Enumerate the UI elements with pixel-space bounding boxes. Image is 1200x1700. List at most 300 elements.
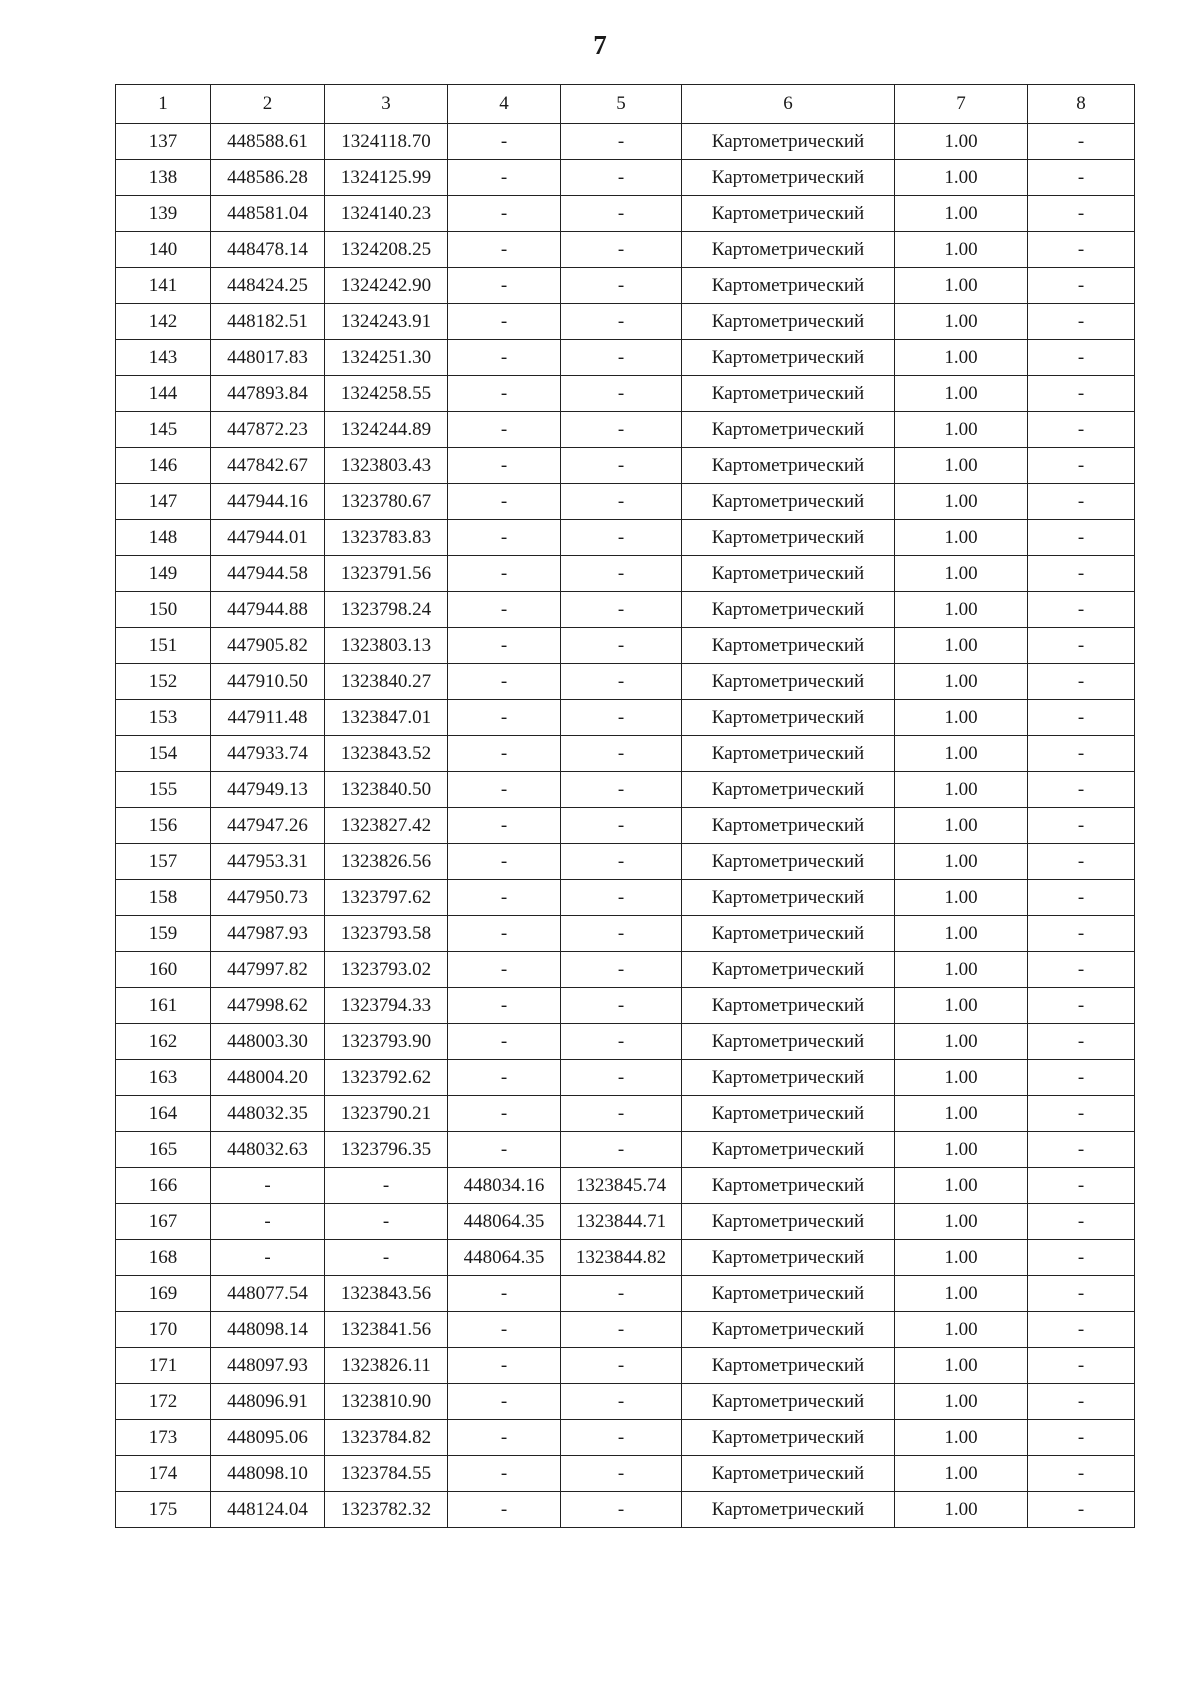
y-coordinate-cell: 1323797.62 [325,880,448,916]
point-number-cell: 149 [116,556,211,592]
method-cell: Картометрический [682,376,895,412]
y-coordinate-cell: 1323826.11 [325,1348,448,1384]
table-row [116,1204,1135,1240]
y-coordinate-cell: 1323794.33 [325,988,448,1024]
point-number-cell: 146 [116,448,211,484]
note-cell: - [1028,304,1135,340]
note-cell: - [1028,1492,1135,1528]
accuracy-cell: 1.00 [895,160,1028,196]
y-coordinate-cell: 1324125.99 [325,160,448,196]
y-new-cell: - [561,124,682,160]
x-coordinate-cell: - [211,1204,325,1240]
y-new-cell: - [561,1024,682,1060]
column-header: 7 [895,85,1028,124]
point-number-cell: 151 [116,628,211,664]
point-number-cell: 157 [116,844,211,880]
note-cell: - [1028,1132,1135,1168]
x-coordinate-cell: 447944.01 [211,520,325,556]
x-coordinate-cell: 447949.13 [211,772,325,808]
y-new-cell: - [561,1492,682,1528]
x-coordinate-cell: - [211,1168,325,1204]
x-new-cell: - [448,1492,561,1528]
x-new-cell: - [448,1312,561,1348]
accuracy-cell: 1.00 [895,196,1028,232]
x-new-cell: - [448,232,561,268]
x-new-cell: - [448,808,561,844]
accuracy-cell: 1.00 [895,1348,1028,1384]
y-coordinate-cell: 1324140.23 [325,196,448,232]
accuracy-cell: 1.00 [895,268,1028,304]
point-number-cell: 148 [116,520,211,556]
x-coordinate-cell: 448017.83 [211,340,325,376]
x-coordinate-cell: 447987.93 [211,916,325,952]
y-coordinate-cell: 1323803.43 [325,448,448,484]
point-number-cell: 154 [116,736,211,772]
x-new-cell: - [448,736,561,772]
table-row [116,1024,1135,1060]
accuracy-cell: 1.00 [895,1132,1028,1168]
table-row [116,556,1135,592]
y-coordinate-cell: - [325,1168,448,1204]
x-new-cell: - [448,520,561,556]
x-new-cell: - [448,556,561,592]
accuracy-cell: 1.00 [895,988,1028,1024]
accuracy-cell: 1.00 [895,664,1028,700]
accuracy-cell: 1.00 [895,232,1028,268]
x-new-cell: - [448,376,561,412]
point-number-cell: 137 [116,124,211,160]
note-cell: - [1028,988,1135,1024]
y-coordinate-cell: 1324251.30 [325,340,448,376]
method-cell: Картометрический [682,772,895,808]
note-cell: - [1028,880,1135,916]
point-number-cell: 156 [116,808,211,844]
accuracy-cell: 1.00 [895,808,1028,844]
method-cell: Картометрический [682,484,895,520]
accuracy-cell: 1.00 [895,1492,1028,1528]
accuracy-cell: 1.00 [895,304,1028,340]
x-new-cell: - [448,484,561,520]
y-coordinate-cell: 1323784.55 [325,1456,448,1492]
point-number-cell: 161 [116,988,211,1024]
accuracy-cell: 1.00 [895,1456,1028,1492]
table-row [116,1132,1135,1168]
point-number-cell: 173 [116,1420,211,1456]
accuracy-cell: 1.00 [895,1096,1028,1132]
table-row [116,196,1135,232]
y-coordinate-cell: 1324242.90 [325,268,448,304]
y-new-cell: - [561,772,682,808]
accuracy-cell: 1.00 [895,1168,1028,1204]
note-cell: - [1028,844,1135,880]
point-number-cell: 145 [116,412,211,448]
accuracy-cell: 1.00 [895,376,1028,412]
method-cell: Картометрический [682,448,895,484]
y-new-cell: - [561,736,682,772]
table-row [116,736,1135,772]
table-row [116,484,1135,520]
method-cell: Картометрический [682,700,895,736]
y-coordinate-cell: 1323841.56 [325,1312,448,1348]
table-row [116,1168,1135,1204]
table-row [116,1384,1135,1420]
y-new-cell: - [561,1132,682,1168]
x-coordinate-cell: 447998.62 [211,988,325,1024]
x-new-cell: - [448,1060,561,1096]
y-coordinate-cell: 1323798.24 [325,592,448,628]
y-new-cell: 1323844.71 [561,1204,682,1240]
x-coordinate-cell: 448003.30 [211,1024,325,1060]
point-number-cell: 150 [116,592,211,628]
point-number-cell: 142 [116,304,211,340]
y-coordinate-cell: 1323827.42 [325,808,448,844]
point-number-cell: 140 [116,232,211,268]
accuracy-cell: 1.00 [895,1204,1028,1240]
point-number-cell: 160 [116,952,211,988]
y-coordinate-cell: 1323780.67 [325,484,448,520]
method-cell: Картометрический [682,988,895,1024]
y-coordinate-cell: 1324118.70 [325,124,448,160]
method-cell: Картометрический [682,664,895,700]
x-new-cell: - [448,304,561,340]
y-new-cell: - [561,1420,682,1456]
table-row [116,700,1135,736]
y-coordinate-cell: 1323793.90 [325,1024,448,1060]
method-cell: Картометрический [682,1276,895,1312]
method-cell: Картометрический [682,1096,895,1132]
note-cell: - [1028,1168,1135,1204]
point-number-cell: 168 [116,1240,211,1276]
accuracy-cell: 1.00 [895,736,1028,772]
note-cell: - [1028,1096,1135,1132]
accuracy-cell: 1.00 [895,1060,1028,1096]
page-number: 7 [593,30,607,60]
point-number-cell: 143 [116,340,211,376]
accuracy-cell: 1.00 [895,124,1028,160]
note-cell: - [1028,1420,1135,1456]
method-cell: Картометрический [682,232,895,268]
y-coordinate-cell: 1323790.21 [325,1096,448,1132]
accuracy-cell: 1.00 [895,1312,1028,1348]
x-coordinate-cell: 448096.91 [211,1384,325,1420]
x-new-cell: - [448,700,561,736]
y-new-cell: - [561,1456,682,1492]
y-coordinate-cell: - [325,1204,448,1240]
y-coordinate-cell: 1323784.82 [325,1420,448,1456]
table-row [116,268,1135,304]
x-new-cell: - [448,1276,561,1312]
x-new-cell: - [448,268,561,304]
x-coordinate-cell: 448478.14 [211,232,325,268]
y-new-cell: - [561,448,682,484]
accuracy-cell: 1.00 [895,1024,1028,1060]
y-coordinate-cell: 1323782.32 [325,1492,448,1528]
x-new-cell: 448064.35 [448,1204,561,1240]
note-cell: - [1028,1060,1135,1096]
x-new-cell: - [448,772,561,808]
table-row [116,412,1135,448]
y-coordinate-cell: 1323840.27 [325,664,448,700]
note-cell: - [1028,916,1135,952]
x-coordinate-cell: 447872.23 [211,412,325,448]
y-coordinate-cell: 1323843.52 [325,736,448,772]
x-new-cell: - [448,340,561,376]
table-row [116,880,1135,916]
table-row [116,952,1135,988]
x-new-cell: - [448,1384,561,1420]
note-cell: - [1028,124,1135,160]
column-header: 1 [116,85,211,124]
y-coordinate-cell: 1323803.13 [325,628,448,664]
note-cell: - [1028,952,1135,988]
note-cell: - [1028,664,1135,700]
method-cell: Картометрический [682,520,895,556]
y-coordinate-cell: 1323791.56 [325,556,448,592]
point-number-cell: 138 [116,160,211,196]
method-cell: Картометрический [682,1024,895,1060]
note-cell: - [1028,736,1135,772]
note-cell: - [1028,1348,1135,1384]
note-cell: - [1028,520,1135,556]
table-row [116,520,1135,556]
y-coordinate-cell: 1323840.50 [325,772,448,808]
x-coordinate-cell: 447911.48 [211,700,325,736]
y-new-cell: 1323844.82 [561,1240,682,1276]
y-coordinate-cell: 1323796.35 [325,1132,448,1168]
y-new-cell: - [561,484,682,520]
table-row [116,1456,1135,1492]
y-new-cell: - [561,880,682,916]
point-number-cell: 162 [116,1024,211,1060]
note-cell: - [1028,1312,1135,1348]
column-header: 4 [448,85,561,124]
x-coordinate-cell: 448077.54 [211,1276,325,1312]
note-cell: - [1028,412,1135,448]
x-coordinate-cell: 447944.58 [211,556,325,592]
point-number-cell: 159 [116,916,211,952]
x-coordinate-cell: 447950.73 [211,880,325,916]
x-coordinate-cell: 448032.63 [211,1132,325,1168]
method-cell: Картометрический [682,808,895,844]
accuracy-cell: 1.00 [895,880,1028,916]
point-number-cell: 172 [116,1384,211,1420]
table-row [116,1060,1135,1096]
accuracy-cell: 1.00 [895,340,1028,376]
table-row [116,124,1135,160]
x-coordinate-cell: 448586.28 [211,160,325,196]
x-coordinate-cell: 447947.26 [211,808,325,844]
point-number-cell: 152 [116,664,211,700]
column-header: 2 [211,85,325,124]
x-coordinate-cell: 448097.93 [211,1348,325,1384]
accuracy-cell: 1.00 [895,520,1028,556]
x-new-cell: - [448,448,561,484]
y-new-cell: - [561,268,682,304]
method-cell: Картометрический [682,592,895,628]
accuracy-cell: 1.00 [895,772,1028,808]
column-header: 3 [325,85,448,124]
accuracy-cell: 1.00 [895,700,1028,736]
x-coordinate-cell: 447997.82 [211,952,325,988]
table-row [116,1276,1135,1312]
y-new-cell: - [561,556,682,592]
method-cell: Картометрический [682,1492,895,1528]
point-number-cell: 163 [116,1060,211,1096]
point-number-cell: 174 [116,1456,211,1492]
x-coordinate-cell: 447944.16 [211,484,325,520]
x-new-cell: - [448,628,561,664]
point-number-cell: 165 [116,1132,211,1168]
accuracy-cell: 1.00 [895,1240,1028,1276]
y-coordinate-cell: 1323843.56 [325,1276,448,1312]
y-new-cell: - [561,1384,682,1420]
x-new-cell: - [448,1420,561,1456]
note-cell: - [1028,1240,1135,1276]
x-new-cell: - [448,988,561,1024]
y-coordinate-cell: 1323793.58 [325,916,448,952]
table-row [116,916,1135,952]
method-cell: Картометрический [682,412,895,448]
y-new-cell: - [561,808,682,844]
x-coordinate-cell: 447905.82 [211,628,325,664]
method-cell: Картометрический [682,628,895,664]
x-coordinate-cell: 448098.14 [211,1312,325,1348]
method-cell: Картометрический [682,556,895,592]
note-cell: - [1028,808,1135,844]
x-coordinate-cell: 448588.61 [211,124,325,160]
method-cell: Картометрический [682,1384,895,1420]
table-row [116,1348,1135,1384]
method-cell: Картометрический [682,1204,895,1240]
y-coordinate-cell: 1323792.62 [325,1060,448,1096]
column-header: 5 [561,85,682,124]
x-new-cell: 448034.16 [448,1168,561,1204]
table-row [116,232,1135,268]
note-cell: - [1028,160,1135,196]
table-row [116,808,1135,844]
y-new-cell: - [561,412,682,448]
x-new-cell: - [448,1096,561,1132]
method-cell: Картометрический [682,1420,895,1456]
y-new-cell: - [561,1348,682,1384]
point-number-cell: 158 [116,880,211,916]
x-new-cell: - [448,412,561,448]
x-new-cell: - [448,664,561,700]
x-new-cell: - [448,844,561,880]
accuracy-cell: 1.00 [895,628,1028,664]
note-cell: - [1028,196,1135,232]
y-new-cell: - [561,916,682,952]
x-coordinate-cell: 447893.84 [211,376,325,412]
table-row [116,1492,1135,1528]
point-number-cell: 169 [116,1276,211,1312]
note-cell: - [1028,1024,1135,1060]
x-new-cell: - [448,124,561,160]
note-cell: - [1028,700,1135,736]
table-row [116,988,1135,1024]
y-new-cell: - [561,196,682,232]
table-row [116,844,1135,880]
note-cell: - [1028,448,1135,484]
y-new-cell: - [561,304,682,340]
y-coordinate-cell: 1324243.91 [325,304,448,340]
x-new-cell: - [448,1456,561,1492]
accuracy-cell: 1.00 [895,952,1028,988]
method-cell: Картометрический [682,268,895,304]
y-new-cell: - [561,1276,682,1312]
x-coordinate-cell: 448098.10 [211,1456,325,1492]
x-coordinate-cell: 447953.31 [211,844,325,880]
x-coordinate-cell: 448004.20 [211,1060,325,1096]
x-coordinate-cell: 448095.06 [211,1420,325,1456]
table-row [116,340,1135,376]
y-new-cell: - [561,628,682,664]
point-number-cell: 171 [116,1348,211,1384]
accuracy-cell: 1.00 [895,592,1028,628]
y-coordinate-cell: 1323847.01 [325,700,448,736]
table-row [116,1096,1135,1132]
note-cell: - [1028,592,1135,628]
table-row [116,1312,1135,1348]
table-row [116,160,1135,196]
method-cell: Картометрический [682,916,895,952]
method-cell: Картометрический [682,880,895,916]
method-cell: Картометрический [682,1456,895,1492]
y-coordinate-cell: 1323810.90 [325,1384,448,1420]
method-cell: Картометрический [682,160,895,196]
y-coordinate-cell: 1323826.56 [325,844,448,880]
method-cell: Картометрический [682,340,895,376]
y-new-cell: - [561,664,682,700]
point-number-cell: 139 [116,196,211,232]
table-row [116,628,1135,664]
method-cell: Картометрический [682,1132,895,1168]
x-coordinate-cell: 447933.74 [211,736,325,772]
x-coordinate-cell: 448581.04 [211,196,325,232]
method-cell: Картометрический [682,1240,895,1276]
accuracy-cell: 1.00 [895,916,1028,952]
y-new-cell: 1323845.74 [561,1168,682,1204]
y-coordinate-cell: 1323783.83 [325,520,448,556]
y-new-cell: - [561,952,682,988]
note-cell: - [1028,268,1135,304]
x-coordinate-cell: 447944.88 [211,592,325,628]
method-cell: Картометрический [682,1312,895,1348]
method-cell: Картометрический [682,952,895,988]
table-row [116,592,1135,628]
y-new-cell: - [561,232,682,268]
y-coordinate-cell: 1324208.25 [325,232,448,268]
x-coordinate-cell: 447842.67 [211,448,325,484]
x-coordinate-cell: 448424.25 [211,268,325,304]
y-new-cell: - [561,376,682,412]
note-cell: - [1028,232,1135,268]
x-new-cell: - [448,916,561,952]
point-number-cell: 175 [116,1492,211,1528]
point-number-cell: 170 [116,1312,211,1348]
column-header: 8 [1028,85,1135,124]
table-row [116,448,1135,484]
accuracy-cell: 1.00 [895,412,1028,448]
method-cell: Картометрический [682,1348,895,1384]
note-cell: - [1028,376,1135,412]
note-cell: - [1028,628,1135,664]
method-cell: Картометрический [682,1060,895,1096]
table-row [116,1420,1135,1456]
x-coordinate-cell: 448182.51 [211,304,325,340]
table-row [116,1240,1135,1276]
accuracy-cell: 1.00 [895,1420,1028,1456]
